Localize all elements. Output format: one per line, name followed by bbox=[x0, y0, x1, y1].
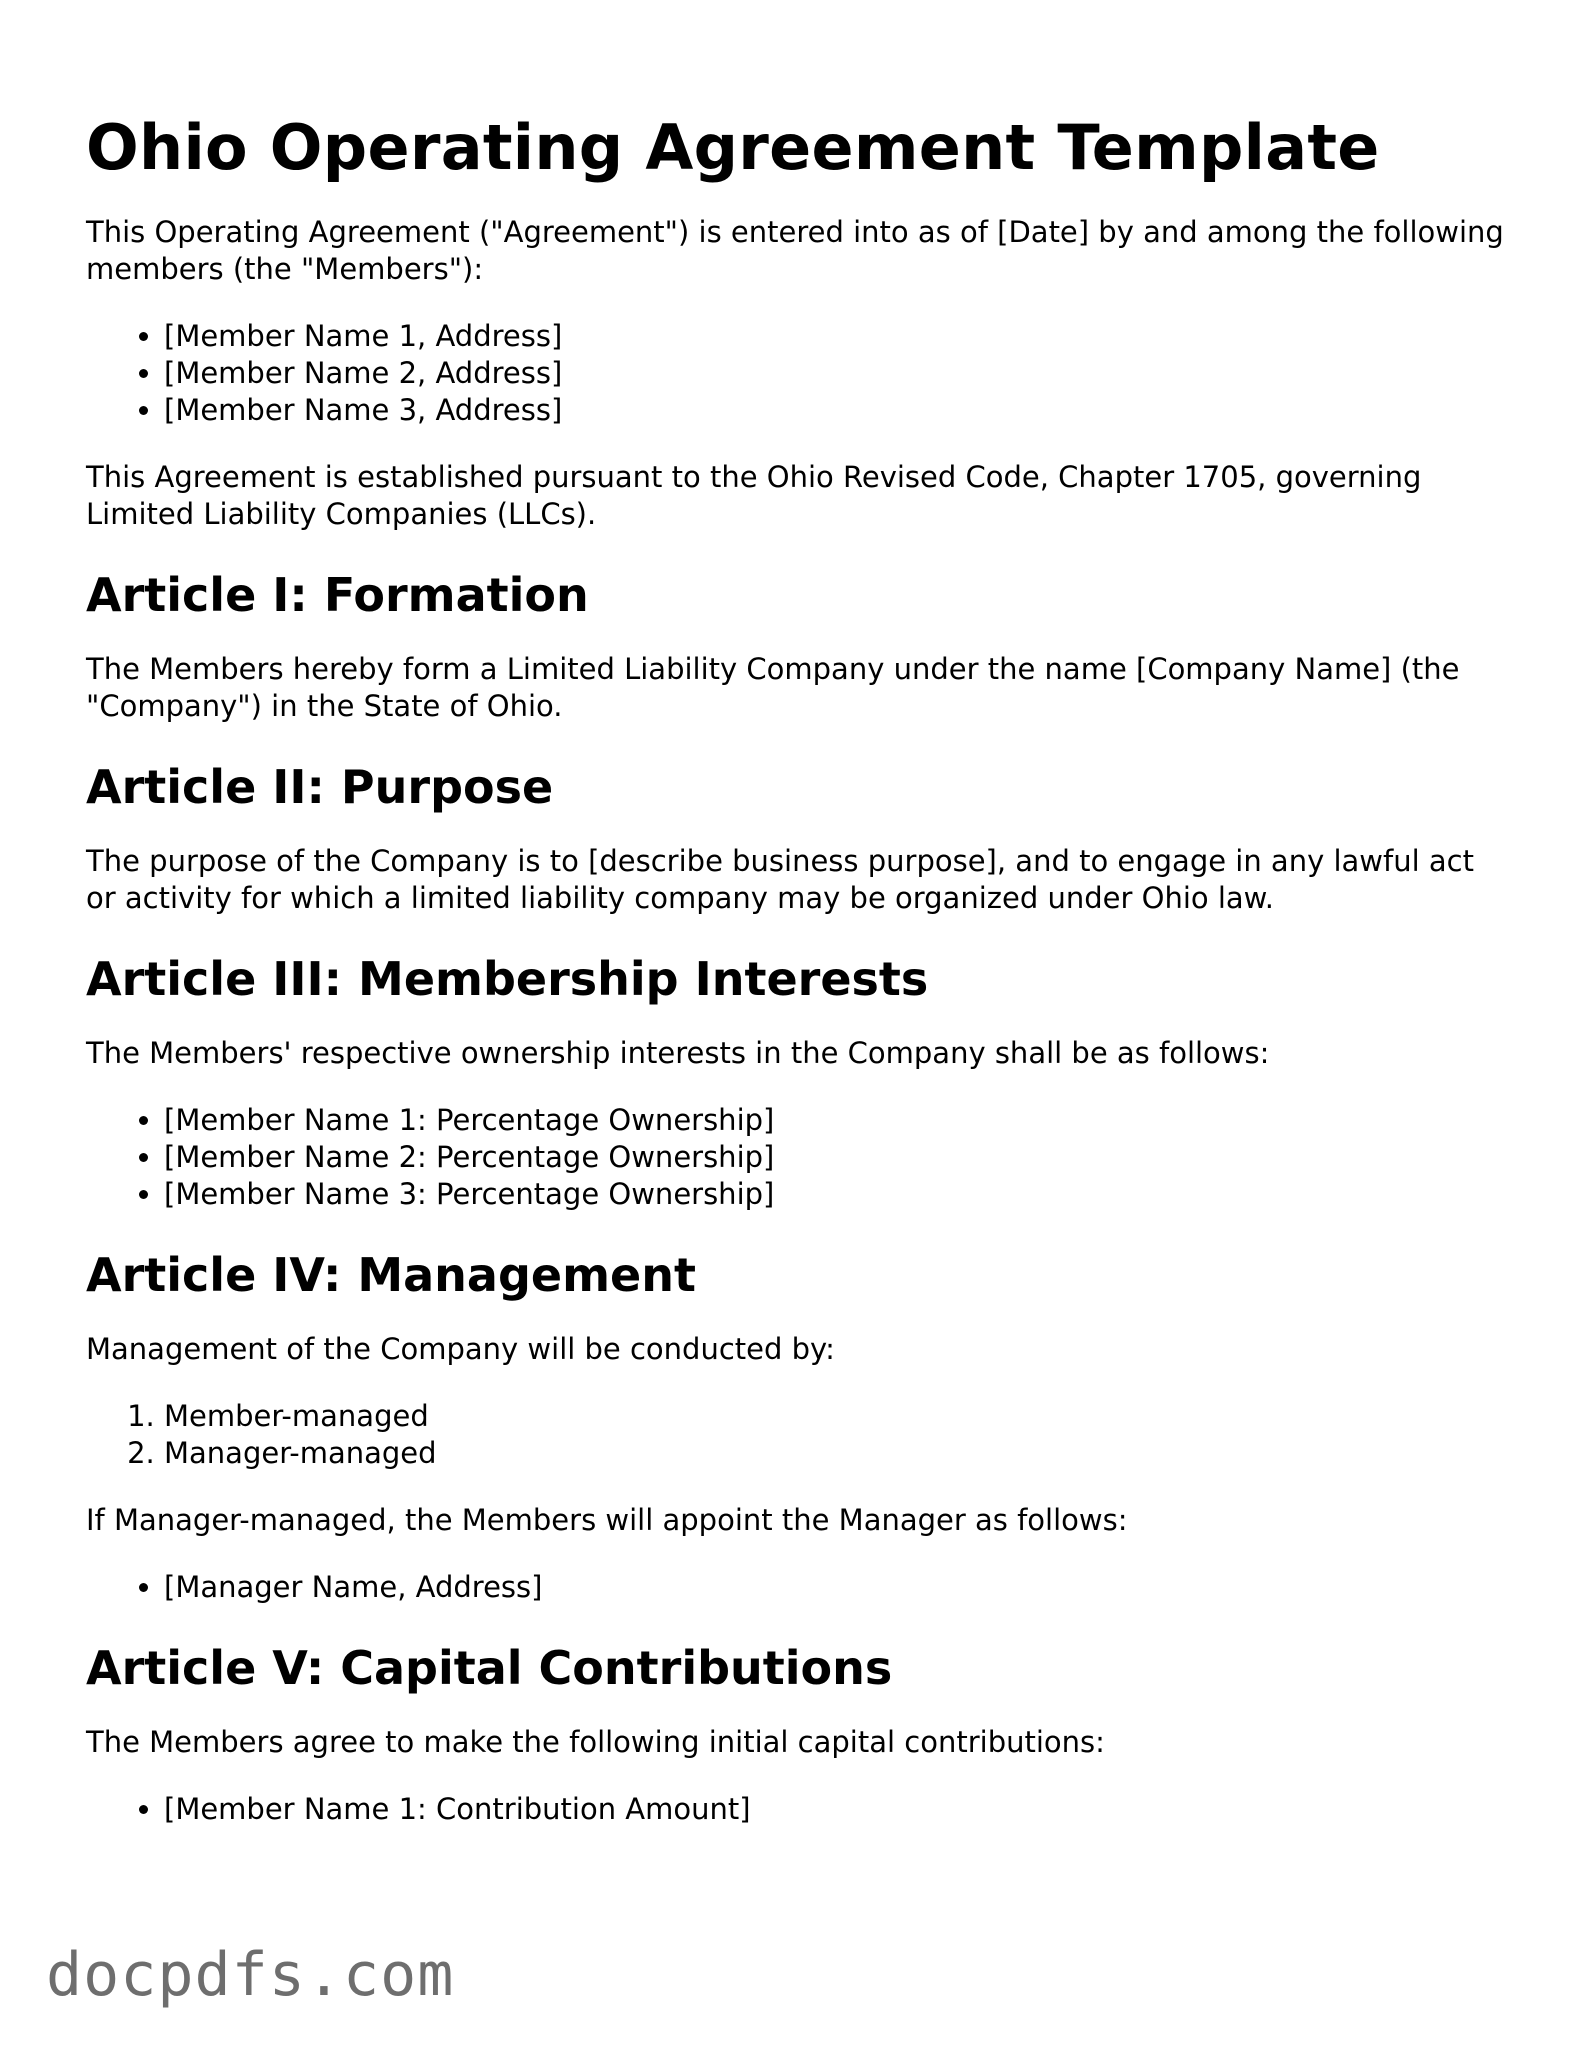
document-page bbox=[86, 108, 1506, 1858]
list-item: • [Member Name 2: Percentage Ownership] bbox=[164, 1139, 1506, 1176]
document-title: Ohio Operating Agreement Template bbox=[86, 111, 1380, 184]
article-4-heading: Article IV: Management bbox=[86, 1248, 696, 1302]
list-item: • [Member Name 1, Address] bbox=[164, 318, 1506, 355]
list-item: 1. Member-managed bbox=[164, 1398, 1506, 1435]
intro-closing-paragraph: This Agreement is established pursuant to the Ohio Revised Code, Chapter 1705, governing Limited Liability Companies (LLCs). bbox=[86, 460, 1422, 531]
list-item: • [Member Name 1: Contribution Amount] bbox=[164, 1791, 1506, 1828]
article-1-text: The Members hereby form a Limited Liability Company under the name [Company Name] (the "Company") in the State of Ohio. bbox=[86, 652, 1460, 723]
list-item: • [Member Name 1: Percentage Ownership] bbox=[164, 1102, 1506, 1139]
manager-paragraph: If Manager-managed, the Members will appoint the Manager as follows: bbox=[86, 1503, 1128, 1537]
article-3-text: The Members' respective ownership interests in the Company shall be as follows: bbox=[86, 1036, 1270, 1070]
intro-paragraph: This Operating Agreement ("Agreement") is entered into as of [Date] by and among the following members (the "Members"): bbox=[86, 215, 1504, 286]
article-1-heading: Article I: Formation bbox=[86, 568, 589, 622]
article-5-text: The Members agree to make the following initial capital contributions: bbox=[86, 1725, 1105, 1759]
list-item: • [Member Name 3, Address] bbox=[164, 392, 1506, 429]
article-4-text: Management of the Company will be conducted by: bbox=[86, 1332, 835, 1366]
list-item: • [Member Name 3: Percentage Ownership] bbox=[164, 1176, 1506, 1213]
article-3-heading: Article III: Membership Interests bbox=[86, 952, 929, 1006]
list-item: • [Manager Name, Address] bbox=[164, 1569, 1506, 1606]
article-2-heading: Article II: Purpose bbox=[86, 760, 554, 814]
watermark: docpdfs.com bbox=[46, 1940, 455, 2010]
management-options-list bbox=[86, 1398, 1506, 1472]
article-2-text: The purpose of the Company is to [describe business purpose], and to engage in any lawful act or activity for which a limited liability company may be organized under Ohio law. bbox=[86, 844, 1474, 915]
members-list bbox=[86, 318, 1506, 429]
list-item: 2. Manager-managed bbox=[164, 1435, 1506, 1472]
list-item: • [Member Name 2, Address] bbox=[164, 355, 1506, 392]
ownership-list bbox=[86, 1102, 1506, 1213]
contributions-list bbox=[86, 1791, 1506, 1828]
manager-list bbox=[86, 1569, 1506, 1606]
article-5-heading: Article V: Capital Contributions bbox=[86, 1641, 893, 1695]
